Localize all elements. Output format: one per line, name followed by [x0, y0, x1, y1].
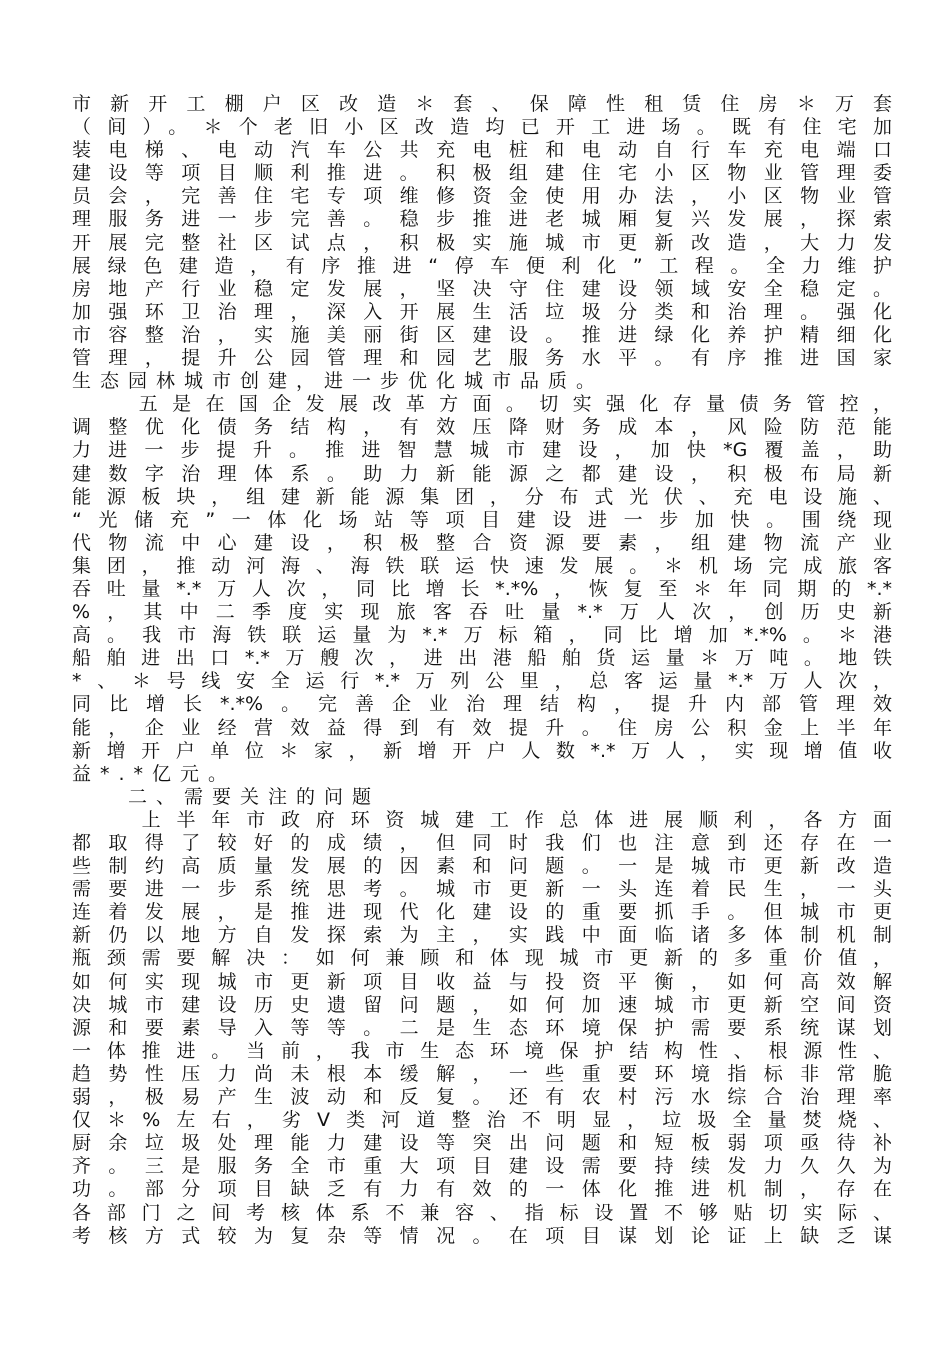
text-line: %，其中二季度实现旅客吞吐量*.*万人次，创历史新: [72, 601, 892, 624]
text-line: *、＊号线安全运行*.*万列公里，总客运量*.*万人次，: [72, 670, 892, 693]
text-line: 新仍以地方自发探索为主，实践中面临诸多体制机制: [72, 924, 892, 947]
text-line: （间）。＊个老旧小区改造均已开工进场。既有住宅加: [72, 116, 892, 139]
text-line: 高。我市海铁联运量为*.*万标箱，同比增加*.*%。＊港: [72, 624, 892, 647]
text-line: 同比增长*.*%。完善企业治理结构，提升内部管理效: [72, 693, 892, 716]
text-line: 趋势性压力尚未根本缓解，一些重要环境指标非常脆: [72, 1062, 892, 1085]
text-line: 弱，极易产生波动和反复。还有农村污水综合治理率: [72, 1086, 892, 1109]
text-line: 能，企业经营效益得到有效提升。住房公积金上半年: [72, 716, 892, 739]
text-line: 考核方式较为复杂等情况。在项目谋划论证上缺乏谋: [72, 1224, 892, 1247]
section-five-first-line: 五是在国企发展改革方面。切实强化存量债务管控，: [72, 393, 892, 416]
text-line: 集团，推动河海、海铁联运快速发展。＊机场完成旅客: [72, 554, 892, 577]
text-line: 装电梯、电动汽车公共充电桩和电动自行车充电端口: [72, 139, 892, 162]
text-line: 代物流中心建设，积极整合资源要素，组建物流产业: [72, 531, 892, 554]
text-line: 房地产行业稳定发展，坚决守住建设领域安全稳定。: [72, 277, 892, 300]
text-line: 连着发展，是推进现代化建设的重要抓手。但城市更: [72, 901, 892, 924]
text-line: 厨余垃圾处理能力建设等突出问题和短板弱项亟待补: [72, 1132, 892, 1155]
text-line: 都取得了较好的成绩，但同时我们也注意到还存在一: [72, 832, 892, 854]
text-line: 吞吐量*.*万人次，同比增长*.*%，恢复至＊年同期的*.*: [72, 577, 892, 600]
text-line: 员会，完善住宅专项维修资金使用办法，小区物业管: [72, 185, 892, 208]
paragraph-end-line: 生态园林城市创建，进一步优化城市品质。: [72, 370, 605, 393]
text-line: 建数字治理体系。助力新能源之都建设，积极布局新: [72, 462, 892, 485]
text-line: 瓶颈需要解决：如何兼顾和体现城市更新的多重价值，: [72, 947, 892, 970]
text-line: 船舶进出口*.*万艘次，进出港船舶货运量＊万吨。地铁: [72, 647, 892, 670]
text-line: 各部门之间考核体系不兼容、指标设置不够贴切实际、: [72, 1201, 892, 1224]
text-line: 需要进一步系统思考。城市更新一头连着民生，一头: [72, 878, 892, 901]
text-line: 力进一步提升。推进智慧城市建设，加快*G覆盖，助: [72, 439, 892, 462]
section-two-first-line: 上半年市政府环资城建工作总体进展顺利，各方面: [72, 808, 892, 831]
text-line: 管理，提升公园管理和园艺服务水平。有序推进国家: [72, 347, 892, 370]
text-line: 建设等项目顺利推进。积极组建住宅小区物业管理委: [72, 162, 892, 185]
text-line: 决城市建设历史遗留问题，如何加速城市更新空间资: [72, 993, 892, 1016]
text-line: 一体推进。当前，我市生态环境保护结构性、根源性、: [72, 1039, 892, 1062]
text-line: 仅＊%左右，劣V类河道整治不明显，垃圾全量焚烧、: [72, 1109, 892, 1132]
text-line: 些制约高质量发展的因素和问题。一是城市更新改造: [72, 855, 892, 878]
text-line: 展绿色建造，有序推进“停车便利化”工程。全力维护: [72, 254, 892, 277]
text-line: 功。部分项目缺乏有力有效的一体化推进机制，存在: [72, 1178, 892, 1201]
text-line: 能源板块，组建新能源集团，分布式光伏、充电设施、: [72, 485, 892, 508]
body-text: [72, 93, 892, 1248]
section-heading: 二、需要关注的问题: [72, 785, 381, 808]
text-line: 新增开户单位＊家，新增开户人数*.*万人，实现增值收: [72, 739, 892, 762]
paragraph-end-line: 益*.*亿元。: [72, 762, 237, 785]
text-line: 开展完整社区试点，积极实施城市更新改造，大力发: [72, 231, 892, 254]
text-line: 源和要素导入等等。二是生态环境保护需要系统谋划: [72, 1016, 892, 1039]
text-line: “光储充”一体化场站等项目建设进一步加快。围绕现: [72, 508, 892, 531]
text-line: 齐。三是服务全市重大项目建设需要持续发力久久为: [72, 1155, 892, 1178]
text-line: 理服务进一步完善。稳步推进老城厢复兴发展，探索: [72, 208, 892, 231]
text-line: 市新开工棚户区改造＊套、保障性租赁住房＊万套: [72, 93, 892, 115]
text-line: 如何实现城市更新项目收益与投资平衡，如何高效解: [72, 970, 892, 993]
text-line: 加强环卫治理，深入开展生活垃圾分类和治理。强化: [72, 300, 892, 323]
text-line: 市容整治，实施美丽街区建设。推进绿化养护精细化: [72, 323, 892, 346]
text-line: 调整优化债务结构，有效压降财务成本，风险防范能: [72, 416, 892, 439]
